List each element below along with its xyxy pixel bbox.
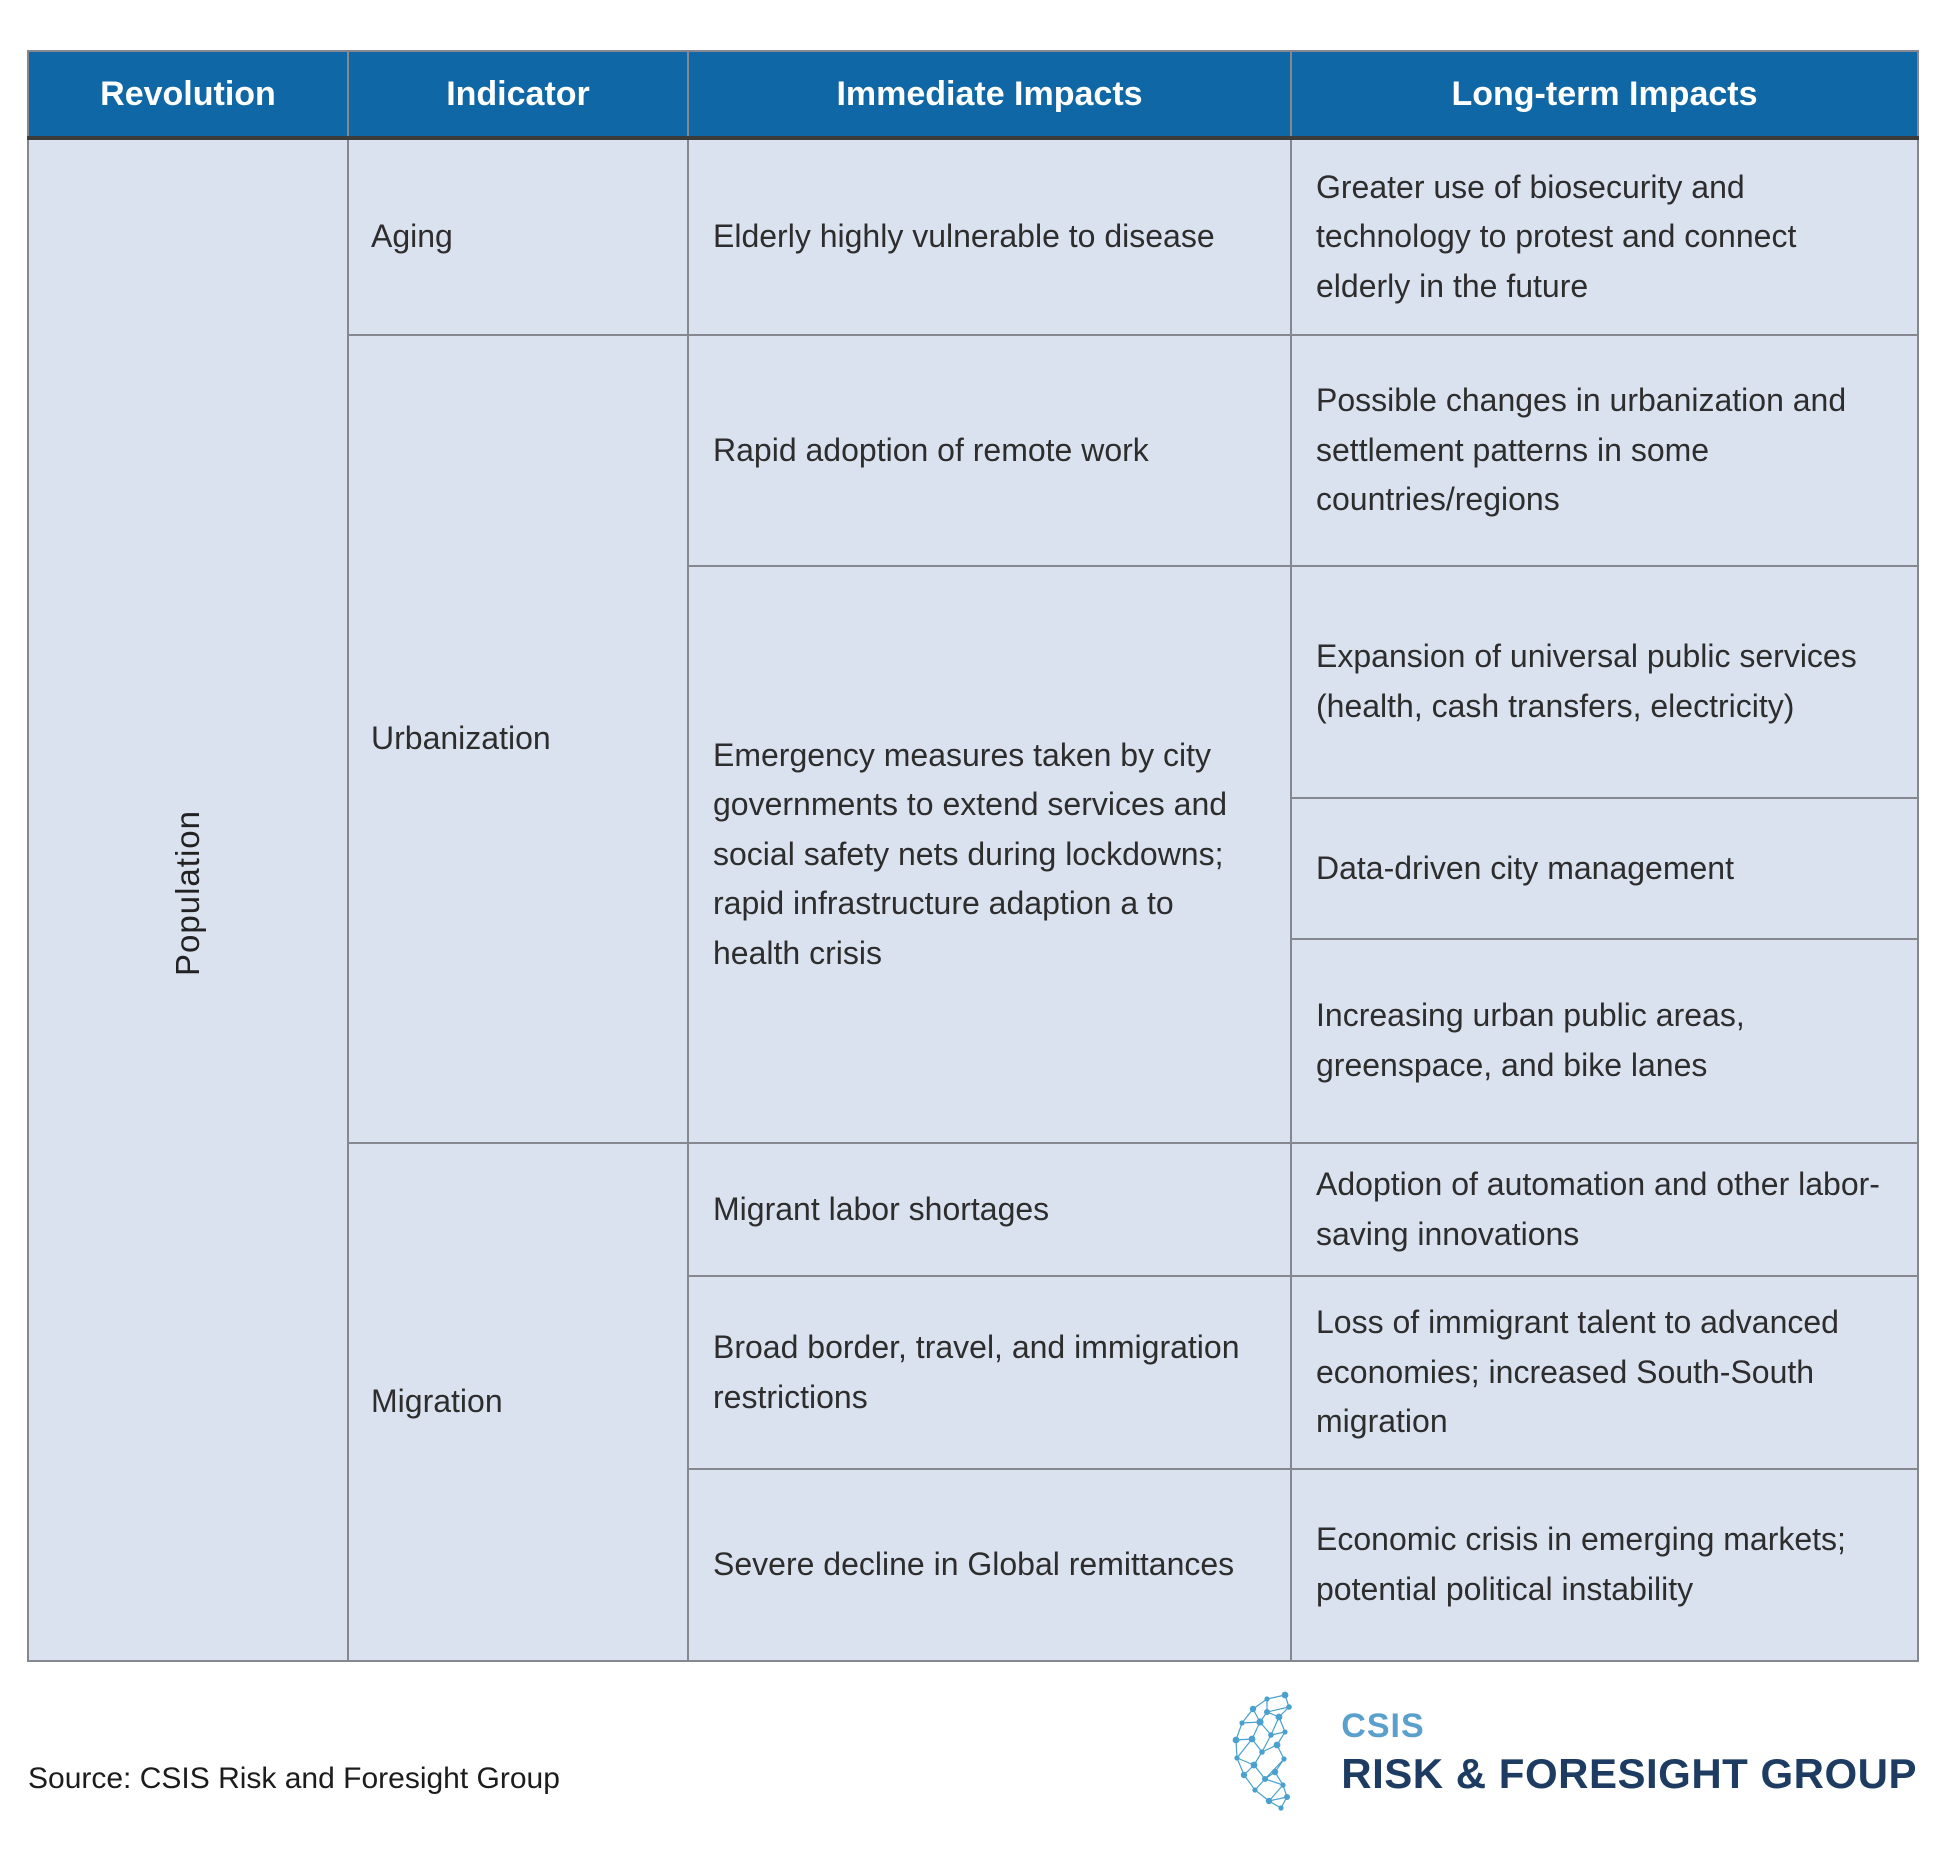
cell-migration-immediate-labor-shortages: Migrant labor shortages (688, 1143, 1291, 1276)
logo-group-name: RISK & FORESIGHT GROUP (1341, 1749, 1917, 1797)
logo-text-block (1341, 1707, 1917, 1798)
cell-urbanization-longterm-data-driven: Data-driven city management (1291, 798, 1918, 939)
impact-table (27, 50, 1919, 1662)
population-label: Population (169, 809, 207, 976)
cell-indicator-migration: Migration (348, 1143, 688, 1661)
network-globe-icon (1227, 1686, 1327, 1818)
cell-migration-immediate-remittances: Severe decline in Global remittances (688, 1469, 1291, 1661)
cell-indicator-aging: Aging (348, 138, 688, 335)
logo-org-name: CSIS (1341, 1706, 1425, 1745)
cell-migration-longterm-economic-crisis: Economic crisis in emerging markets; potential political instability (1291, 1469, 1918, 1661)
cell-urbanization-immediate-remote-work: Rapid adoption of remote work (688, 335, 1291, 566)
cell-urbanization-longterm-greenspace: Increasing urban public areas, greenspace, and bike lanes (1291, 939, 1918, 1143)
col-header-revolution: Revolution (28, 51, 348, 138)
header-row (28, 51, 1918, 138)
cell-migration-longterm-automation: Adoption of automation and other labor-saving innovations (1291, 1143, 1918, 1276)
cell-aging-immediate: Elderly highly vulnerable to disease (688, 138, 1291, 335)
cell-indicator-urbanization: Urbanization (348, 335, 688, 1143)
cell-aging-longterm: Greater use of biosecurity and technology to protest and connect elderly in the future (1291, 138, 1918, 335)
cell-urbanization-immediate-emergency-measures: Emergency measures taken by city governments to extend services and social safety nets during lockdowns; rapid infrastructure adaption a to health crisis (688, 566, 1291, 1143)
cell-revolution-population (28, 138, 348, 1661)
cell-migration-longterm-talent-loss: Loss of immigrant talent to advanced economies; increased South-South migration (1291, 1276, 1918, 1469)
col-header-immediate-impacts: Immediate Impacts (688, 51, 1291, 138)
col-header-long-term-impacts: Long-term Impacts (1291, 51, 1918, 138)
csis-logo (1227, 1686, 1917, 1818)
cell-migration-immediate-border-restrictions: Broad border, travel, and immigration restrictions (688, 1276, 1291, 1469)
cell-urbanization-longterm-public-services: Expansion of universal public services (health, cash transfers, electricity) (1291, 566, 1918, 798)
table-row (28, 138, 1918, 335)
source-note: Source: CSIS Risk and Foresight Group (28, 1762, 560, 1795)
col-header-indicator: Indicator (348, 51, 688, 138)
cell-urbanization-longterm-settlement: Possible changes in urbanization and settlement patterns in some countries/regions (1291, 335, 1918, 566)
